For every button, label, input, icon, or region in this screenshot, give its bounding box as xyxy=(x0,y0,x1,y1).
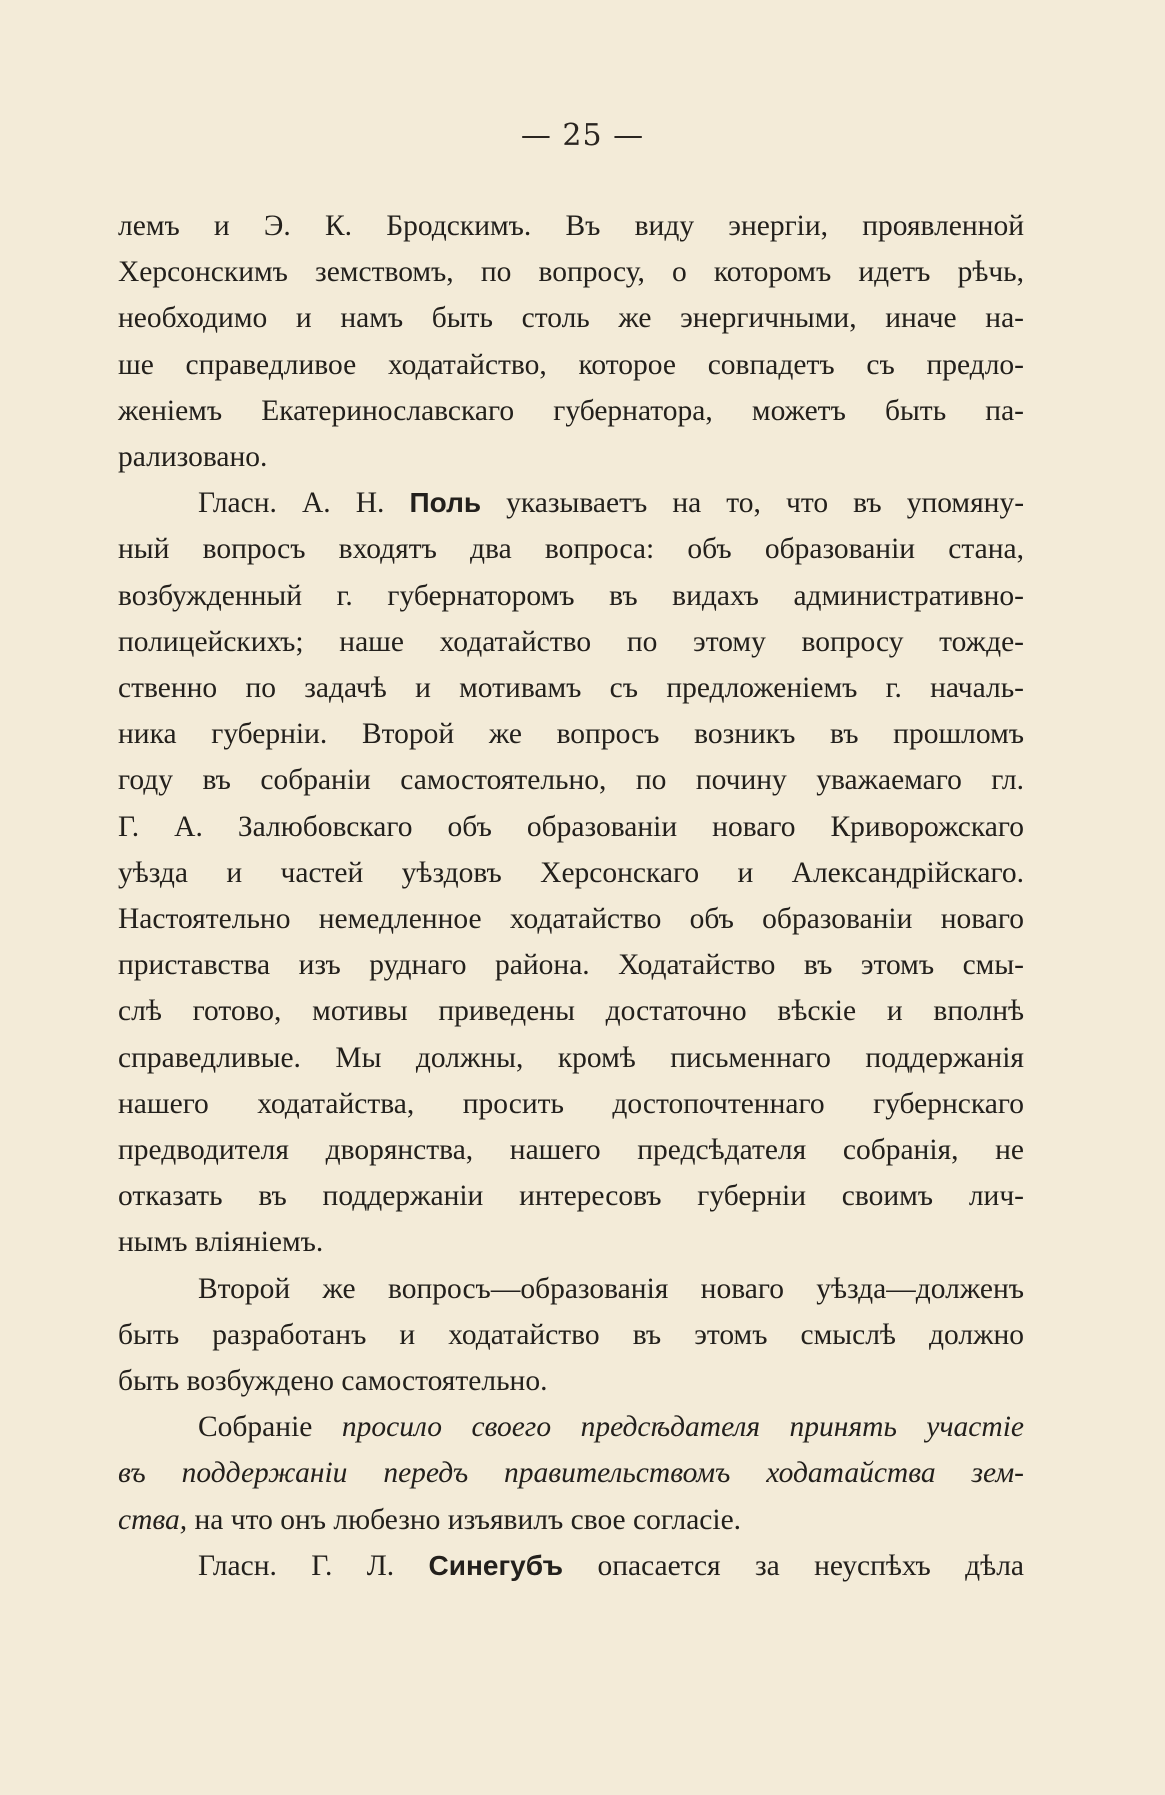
body-text xyxy=(118,203,1024,1589)
text-line xyxy=(118,1497,1024,1543)
text-line: необходимо и намъ быть столь же энергичными, иначе на- xyxy=(118,302,1024,335)
text-line: нашего ходатайства, просить достопочтеннаго губернскаго xyxy=(118,1087,1024,1120)
text-line: отказать въ поддержаніи интересовъ губерніи своимъ лич- xyxy=(118,1180,1024,1213)
text-fragment: опасается за неуспѣхъ дѣла xyxy=(597,1549,1025,1582)
text-line: полицейскихъ; наше ходатайство по этому вопросу тожде- xyxy=(118,625,1024,658)
text-line xyxy=(118,1543,1024,1589)
speaker-title: Гласн. А. Н. xyxy=(198,487,385,520)
speaker-name: Синегубъ xyxy=(428,1549,564,1581)
text-line: Второй же вопросъ—образованія новаго уѣзда—долженъ xyxy=(198,1272,1024,1305)
text-line: справедливые. Мы должны, кромѣ письменнаго поддержанія xyxy=(118,1041,1024,1074)
page-number: — 25 — xyxy=(520,118,645,153)
text-line: слѣ готово, мотивы приведены достаточно вѣскіе и вполнѣ xyxy=(118,995,1024,1028)
text-line: ника губерніи. Второй же вопросъ возникъ въ прошломъ xyxy=(118,718,1024,751)
text-line: быть разработанъ и ходатайство въ этомъ смыслѣ должно xyxy=(118,1318,1024,1351)
italic-text: ства, xyxy=(118,1503,188,1536)
text-line: нымъ вліяніемъ. xyxy=(118,1226,324,1259)
text-line: уѣзда и частей уѣздовъ Херсонскаго и Александрійскаго. xyxy=(118,856,1024,889)
text-line: Г. А. Залюбовскаго объ образованіи новаго Криворожскаго xyxy=(118,810,1024,843)
text-line: приставства изъ руднаго района. Ходатайство въ этомъ смы- xyxy=(118,949,1024,982)
text-line: въ поддержаніи передъ правительствомъ ходатайства зем- xyxy=(118,1457,1024,1490)
speaker-name: Поль xyxy=(409,487,482,519)
paragraph-5 xyxy=(118,1543,1024,1589)
text-line: женіемъ Екатеринославскаго губернатора, можетъ быть па- xyxy=(118,394,1024,427)
text-fragment: Собраніе xyxy=(198,1411,313,1444)
text-line: ственно по задачѣ и мотивамъ съ предложеніемъ г. началь- xyxy=(118,672,1024,705)
text-line: лемъ и Э. К. Бродскимъ. Въ виду энергіи, проявленной xyxy=(118,210,1024,242)
italic-text: просило своего предсѣдателя принять участіе xyxy=(341,1411,1024,1444)
text-line xyxy=(118,480,1024,526)
text-line xyxy=(118,1404,1024,1450)
text-line: году въ собраніи самостоятельно, по почину уважаемаго гл. xyxy=(118,764,1024,797)
text-line: предводителя дворянства, нашего предсѣдателя собранія, не xyxy=(118,1134,1024,1167)
speaker-title: Гласн. Г. Л. xyxy=(198,1549,395,1582)
text-fragment: на что онъ любезно изъявилъ свое согласіе. xyxy=(194,1503,742,1536)
text-line: Херсонскимъ земствомъ, по вопросу, о которомъ идетъ рѣчь, xyxy=(118,256,1024,289)
text-line: рализовано. xyxy=(118,441,268,474)
paragraph-2 xyxy=(118,480,1024,1265)
text-line: возбужденный г. губернаторомъ въ видахъ административно- xyxy=(118,579,1024,612)
paragraph-4 xyxy=(118,1404,1024,1543)
text-line: ше справедливое ходатайство, которое совпадетъ съ предло- xyxy=(118,348,1024,381)
paragraph-3 xyxy=(118,1266,1024,1405)
paragraph-1 xyxy=(118,203,1024,480)
text-line: быть возбуждено самостоятельно. xyxy=(118,1365,548,1398)
text-fragment: указываетъ на то, что въ упомяну- xyxy=(506,487,1025,520)
text-line: ный вопросъ входятъ два вопроса: объ образованіи стана, xyxy=(118,533,1024,566)
text-line: Настоятельно немедленное ходатайство объ образованіи новаго xyxy=(118,903,1024,936)
